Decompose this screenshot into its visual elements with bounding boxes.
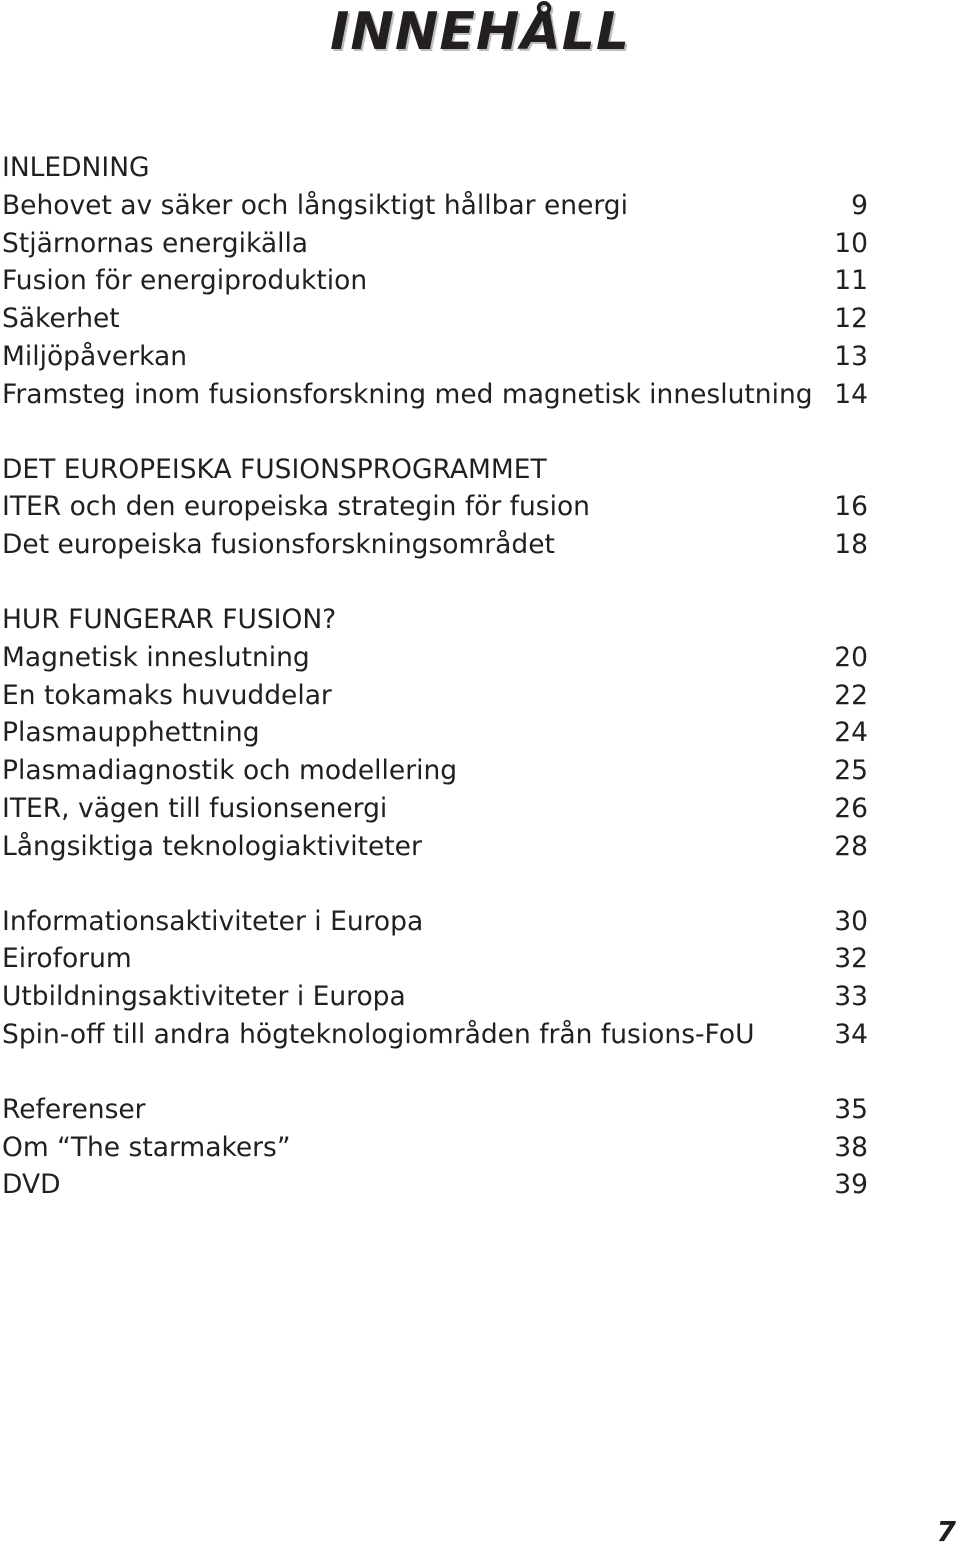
entry-title: Säkerhet bbox=[2, 303, 120, 335]
entry-page: 26 bbox=[834, 792, 868, 824]
toc-entry[interactable] bbox=[2, 526, 868, 564]
toc-entry[interactable] bbox=[2, 1016, 868, 1054]
entry-title: Plasmadiagnostik och modellering bbox=[2, 755, 458, 787]
toc-section-hur-fungerar-fusion bbox=[2, 601, 868, 866]
toc-entry[interactable] bbox=[2, 262, 868, 300]
entry-page: 13 bbox=[834, 340, 868, 372]
entry-title: ITER och den europeiska strategin för fusion bbox=[2, 491, 590, 523]
entry-title: Utbildningsaktiviteter i Europa bbox=[2, 981, 406, 1013]
section-heading: HUR FUNGERAR FUSION? bbox=[2, 603, 337, 635]
entry-title: Spin-off till andra högteknologiområden från fusions-FoU bbox=[2, 1018, 755, 1050]
page-title: INNEHÅLL bbox=[330, 2, 630, 62]
toc-entry[interactable] bbox=[2, 752, 868, 790]
entry-title: Miljöpåverkan bbox=[2, 340, 188, 372]
entry-page: 18 bbox=[834, 529, 868, 561]
entry-title: Fusion för energiproduktion bbox=[2, 265, 368, 297]
entry-title: Framsteg inom fusionsforskning med magnetisk inneslutning bbox=[2, 378, 813, 410]
entry-page: 24 bbox=[834, 717, 868, 749]
entry-page: 39 bbox=[834, 1169, 868, 1201]
section-heading: DET EUROPEISKA FUSIONSPROGRAMMET bbox=[2, 453, 547, 485]
toc-entry[interactable] bbox=[2, 790, 868, 828]
entry-title: En tokamaks huvuddelar bbox=[2, 679, 332, 711]
entry-page: 22 bbox=[834, 679, 868, 711]
entry-title: Behovet av säker och långsiktigt hållbar energi bbox=[2, 189, 628, 221]
page-number: 7 bbox=[936, 1515, 956, 1548]
toc-entry[interactable] bbox=[2, 677, 868, 715]
entry-page: 25 bbox=[834, 755, 868, 787]
entry-page: 16 bbox=[834, 491, 868, 523]
entry-title: Det europeiska fusionsforskningsområdet bbox=[2, 529, 555, 561]
entry-page: 14 bbox=[834, 378, 868, 410]
toc-entry[interactable] bbox=[2, 300, 868, 338]
toc-entry[interactable] bbox=[2, 1129, 868, 1167]
toc-entry[interactable] bbox=[2, 828, 868, 866]
entry-page: 30 bbox=[834, 905, 868, 937]
toc-entry[interactable] bbox=[2, 225, 868, 263]
toc-section-fusionsprogrammet bbox=[2, 451, 868, 564]
toc-entry[interactable] bbox=[2, 1091, 868, 1129]
entry-title: DVD bbox=[2, 1169, 61, 1201]
entry-page: 35 bbox=[834, 1093, 868, 1125]
entry-page: 11 bbox=[834, 265, 868, 297]
entry-page: 28 bbox=[834, 830, 868, 862]
entry-page: 32 bbox=[834, 943, 868, 975]
entry-page: 34 bbox=[834, 1018, 868, 1050]
entry-page: 12 bbox=[834, 303, 868, 335]
entry-title: Informationsaktiviteter i Europa bbox=[2, 905, 424, 937]
entry-title: Om “The starmakers” bbox=[2, 1131, 291, 1163]
toc-entry[interactable] bbox=[2, 376, 868, 414]
toc-section-appendix bbox=[2, 1091, 868, 1204]
entry-page: 9 bbox=[851, 189, 868, 221]
entry-page: 38 bbox=[834, 1131, 868, 1163]
entry-title: Plasmaupphettning bbox=[2, 717, 260, 749]
toc-entry[interactable] bbox=[2, 714, 868, 752]
toc-entry[interactable] bbox=[2, 488, 868, 526]
toc-entry[interactable] bbox=[2, 903, 868, 941]
toc-entry[interactable] bbox=[2, 1166, 868, 1204]
toc-entry[interactable] bbox=[2, 940, 868, 978]
toc-entry[interactable] bbox=[2, 338, 868, 376]
entry-title: Stjärnornas energikälla bbox=[2, 227, 309, 259]
entry-title: Referenser bbox=[2, 1093, 146, 1125]
toc-section-information bbox=[2, 903, 868, 1054]
entry-page: 20 bbox=[834, 641, 868, 673]
entry-page: 33 bbox=[834, 981, 868, 1013]
toc-entry[interactable] bbox=[2, 187, 868, 225]
entry-title: Eiroforum bbox=[2, 943, 132, 975]
table-of-contents bbox=[2, 149, 868, 1241]
entry-title: Långsiktiga teknologiaktiviteter bbox=[2, 830, 422, 862]
entry-title: ITER, vägen till fusionsenergi bbox=[2, 792, 388, 824]
section-heading: INLEDNING bbox=[2, 152, 150, 183]
toc-entry[interactable] bbox=[2, 639, 868, 677]
toc-entry[interactable] bbox=[2, 978, 868, 1016]
entry-title: Magnetisk inneslutning bbox=[2, 641, 310, 673]
entry-page: 10 bbox=[834, 227, 868, 259]
toc-section-inledning bbox=[2, 149, 868, 414]
